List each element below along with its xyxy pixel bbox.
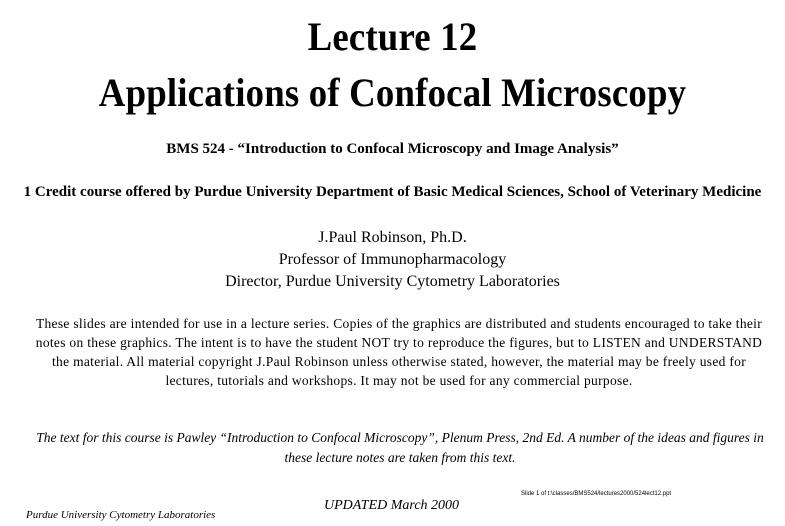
footer-slide-path: Slide 1 of t:\classes/BMS524/lectures2000/524lect12.ppt	[521, 491, 672, 497]
credit-line: 1 Credit course offered by Purdue University Department of Basic Medical Sciences, School of Veterinary Medicine	[23, 184, 762, 200]
instructor-role: Director, Purdue University Cytometry Laboratories	[225, 273, 560, 290]
instructor-position: Professor of Immunopharmacology	[278, 251, 507, 268]
instructor-name: J.Paul Robinson, Ph.D.	[318, 229, 467, 246]
lecture-topic-title: Applications of Confocal Microscopy	[98, 70, 687, 115]
footer-lab-name: Purdue University Cytometry Laboratories	[26, 509, 216, 521]
copyright-notice: These slides are intended for use in a lecture series. Copies of the graphics are distributed and students encouraged to take their notes on these graphics. The intent is to have the student NOT try to reproduce the figures, but to LISTEN and UNDERSTAND the material. All material copyright J.Paul Robinson unless otherwise stated, however, the material may be freely used for lectures, tutorials and workshops. It may not be used for any commercial purpose.	[35, 316, 763, 388]
lecture-number-title: Lecture 12	[307, 14, 478, 59]
textbook-note: The text for this course is Pawley “Introduction to Confocal Microscopy”, Plenum Press, 2nd Ed. A number of the ideas and figures in these lecture notes are taken from this text.	[36, 430, 764, 465]
footer-updated: UPDATED March 2000	[324, 498, 460, 513]
course-title: BMS 524 - “Introduction to Confocal Microscopy and Image Analysis”	[166, 141, 619, 157]
